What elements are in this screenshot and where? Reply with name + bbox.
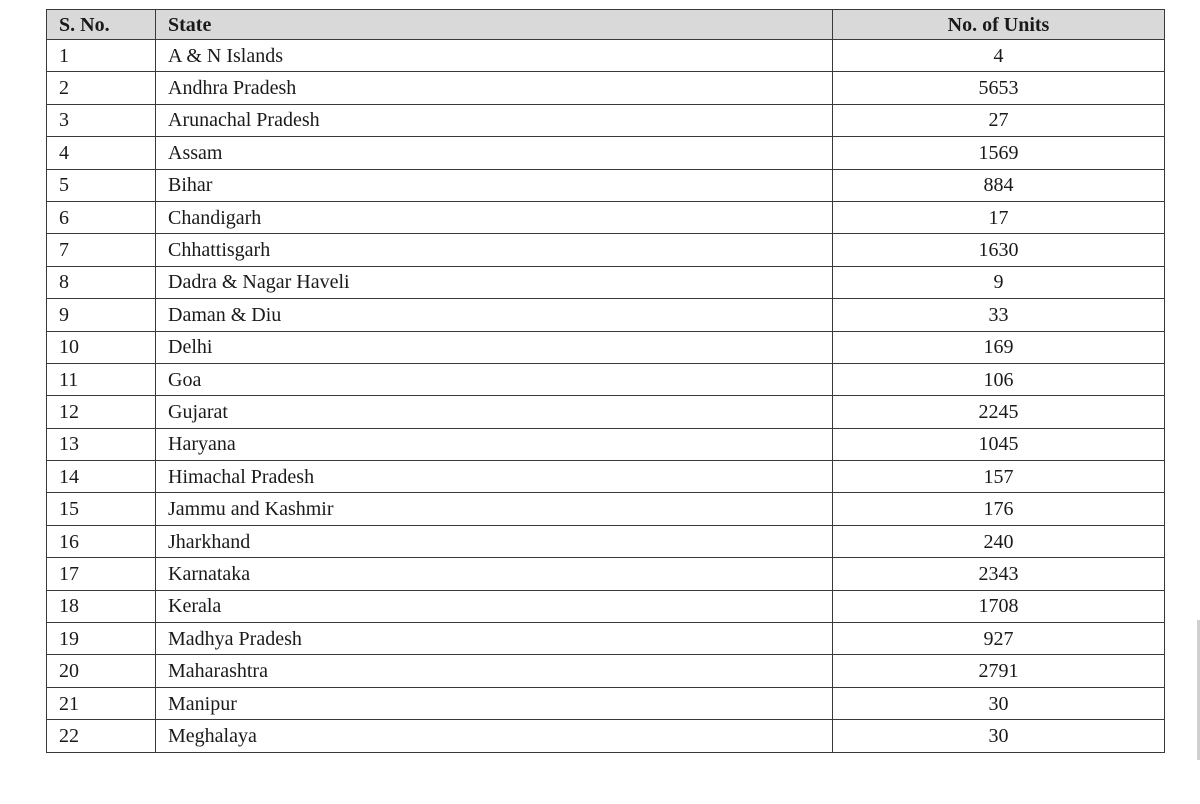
cell-state: Karnataka (156, 558, 833, 590)
table-row (47, 201, 1165, 233)
cell-units: 1708 (833, 590, 1165, 622)
cell-sno: 1 (47, 40, 156, 72)
cell-state: Gujarat (156, 396, 833, 428)
table-row (47, 137, 1165, 169)
table-row (47, 720, 1165, 752)
cell-units: 1569 (833, 137, 1165, 169)
table-row (47, 493, 1165, 525)
cell-sno: 8 (47, 266, 156, 298)
cell-state: Chhattisgarh (156, 234, 833, 266)
table-row (47, 104, 1165, 136)
table-row (47, 623, 1165, 655)
cell-state: Meghalaya (156, 720, 833, 752)
table-row (47, 396, 1165, 428)
cell-units: 884 (833, 169, 1165, 201)
table-row (47, 299, 1165, 331)
cell-state: Goa (156, 363, 833, 395)
cell-sno: 3 (47, 104, 156, 136)
table-body (47, 40, 1165, 753)
table-row (47, 331, 1165, 363)
cell-units: 2245 (833, 396, 1165, 428)
cell-sno: 21 (47, 687, 156, 719)
cell-units: 30 (833, 687, 1165, 719)
table-header (47, 10, 1165, 40)
cell-units: 17 (833, 201, 1165, 233)
cell-sno: 9 (47, 299, 156, 331)
cell-units: 2343 (833, 558, 1165, 590)
cell-state: Himachal Pradesh (156, 461, 833, 493)
cell-units: 4 (833, 40, 1165, 72)
cell-state: Manipur (156, 687, 833, 719)
table-row (47, 234, 1165, 266)
cell-sno: 20 (47, 655, 156, 687)
cell-units: 1630 (833, 234, 1165, 266)
cell-sno: 17 (47, 558, 156, 590)
cell-units: 169 (833, 331, 1165, 363)
cell-sno: 19 (47, 623, 156, 655)
cell-sno: 22 (47, 720, 156, 752)
cell-units: 1045 (833, 428, 1165, 460)
units-table (46, 9, 1165, 753)
cell-sno: 12 (47, 396, 156, 428)
cell-state: Daman & Diu (156, 299, 833, 331)
cell-sno: 2 (47, 72, 156, 104)
cell-units: 30 (833, 720, 1165, 752)
cell-sno: 5 (47, 169, 156, 201)
table-row (47, 590, 1165, 622)
header-units: No. of Units (833, 10, 1165, 40)
cell-units: 27 (833, 104, 1165, 136)
cell-state: Dadra & Nagar Haveli (156, 266, 833, 298)
header-state: State (156, 10, 833, 40)
cell-state: Delhi (156, 331, 833, 363)
table-row (47, 266, 1165, 298)
cell-sno: 7 (47, 234, 156, 266)
header-row (47, 10, 1165, 40)
cell-units: 33 (833, 299, 1165, 331)
cell-state: A & N Islands (156, 40, 833, 72)
table-row (47, 363, 1165, 395)
table-row (47, 169, 1165, 201)
table-row (47, 72, 1165, 104)
cell-units: 106 (833, 363, 1165, 395)
cell-state: Arunachal Pradesh (156, 104, 833, 136)
cell-state: Bihar (156, 169, 833, 201)
cell-units: 157 (833, 461, 1165, 493)
table-row (47, 525, 1165, 557)
cell-state: Jammu and Kashmir (156, 493, 833, 525)
cell-sno: 6 (47, 201, 156, 233)
cell-sno: 10 (47, 331, 156, 363)
table-row (47, 40, 1165, 72)
cell-sno: 18 (47, 590, 156, 622)
cell-sno: 14 (47, 461, 156, 493)
cell-units: 5653 (833, 72, 1165, 104)
table-row (47, 655, 1165, 687)
header-sno: S. No. (47, 10, 156, 40)
cell-state: Chandigarh (156, 201, 833, 233)
cell-units: 240 (833, 525, 1165, 557)
cell-state: Madhya Pradesh (156, 623, 833, 655)
cell-sno: 13 (47, 428, 156, 460)
table-row (47, 687, 1165, 719)
cell-state: Haryana (156, 428, 833, 460)
cell-units: 9 (833, 266, 1165, 298)
cell-state: Maharashtra (156, 655, 833, 687)
cell-sno: 15 (47, 493, 156, 525)
cell-sno: 4 (47, 137, 156, 169)
cell-sno: 16 (47, 525, 156, 557)
table-row (47, 558, 1165, 590)
table-row (47, 428, 1165, 460)
cell-state: Andhra Pradesh (156, 72, 833, 104)
cell-sno: 11 (47, 363, 156, 395)
cell-units: 176 (833, 493, 1165, 525)
cell-state: Kerala (156, 590, 833, 622)
cell-state: Assam (156, 137, 833, 169)
cell-units: 2791 (833, 655, 1165, 687)
cell-units: 927 (833, 623, 1165, 655)
table-row (47, 461, 1165, 493)
cell-state: Jharkhand (156, 525, 833, 557)
